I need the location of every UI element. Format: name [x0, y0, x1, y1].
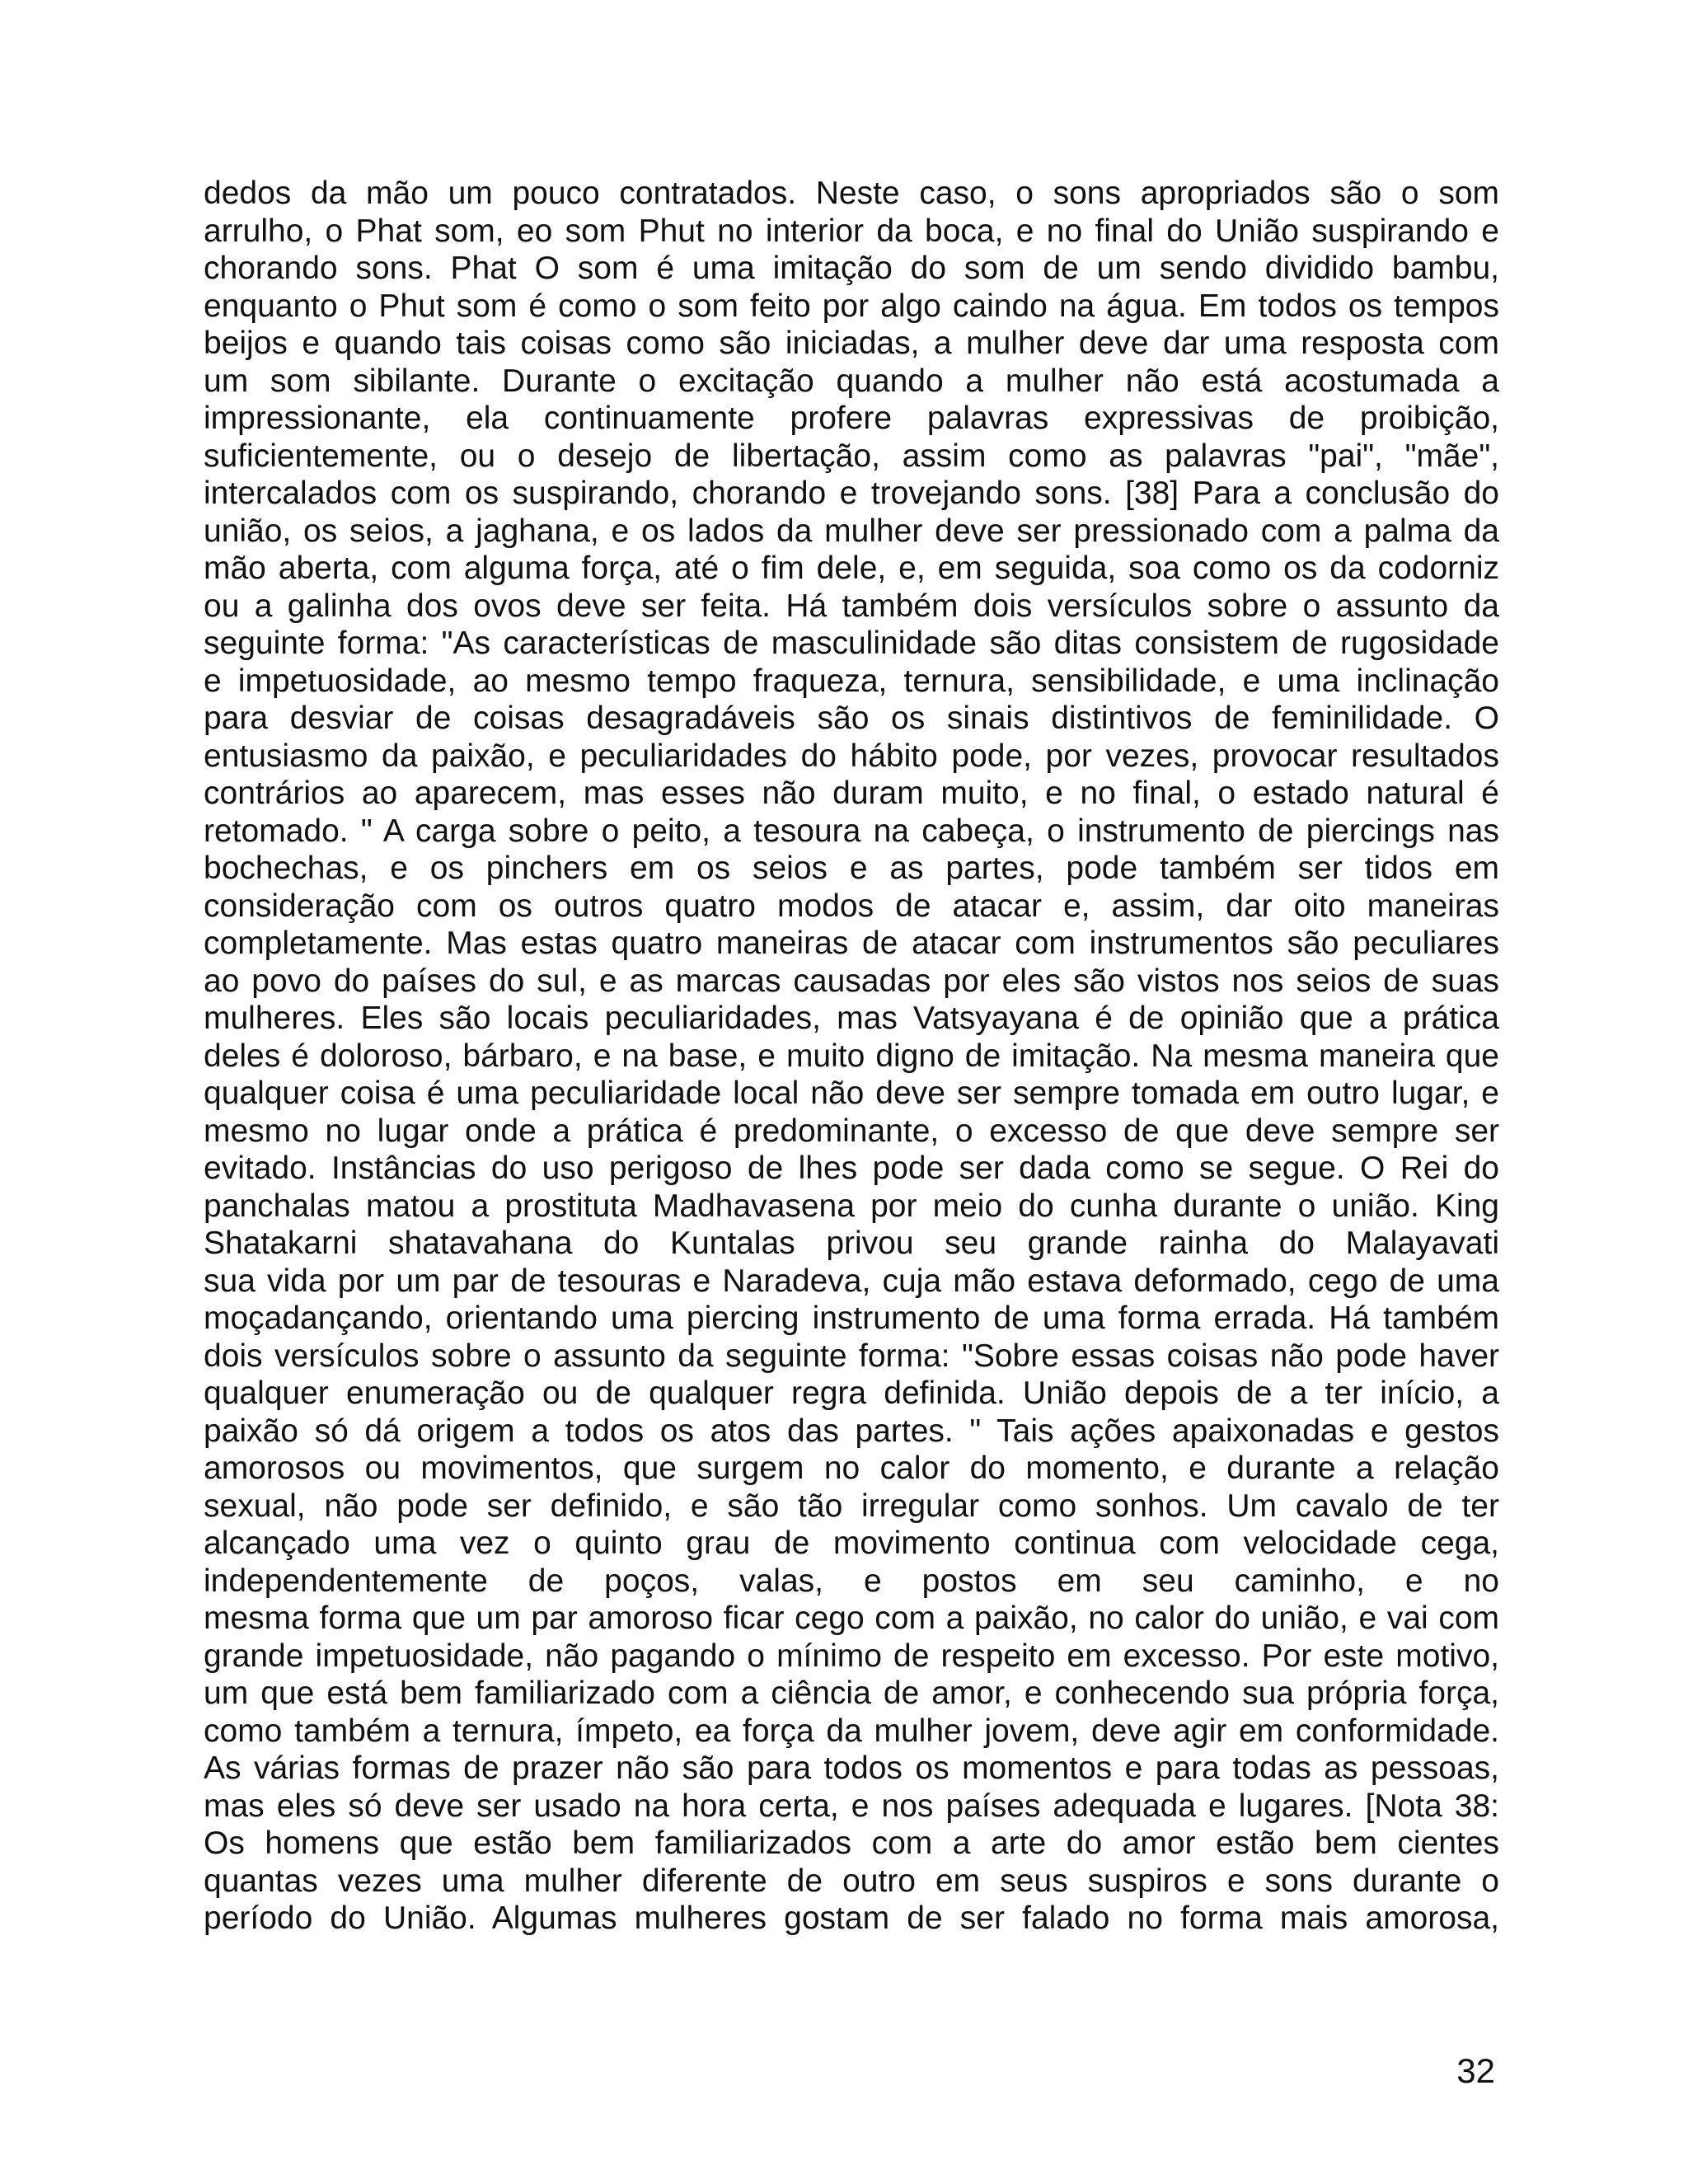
text-line: deles é doloroso, bárbaro, e na base, e muito digno de imitação. Na mesma maneira que [204, 1038, 1499, 1074]
text-line: sua vida por um par de tesouras e Naradeva, cuja mão estava deformado, cego de uma [204, 1263, 1499, 1299]
text-line: para desviar de coisas desagradáveis são os sinais distintivos de feminilidade. O [204, 701, 1499, 736]
text-line: mesma forma que um par amoroso ficar cego com a paixão, no calor do união, e vai com [204, 1601, 1499, 1636]
text-line: período do União. Algumas mulheres gostam de ser falado no forma mais amorosa, [204, 1900, 1499, 1936]
text-line: mesmo no lugar onde a prática é predominante, o excesso de que deve sempre ser [204, 1113, 1499, 1149]
text-line: e impetuosidade, ao mesmo tempo fraqueza, ternura, sensibilidade, e uma inclinação [204, 663, 1499, 699]
text-line: enquanto o Phut som é como o som feito por algo caindo na água. Em todos os tempos [204, 288, 1499, 324]
text-line: completamente. Mas estas quatro maneiras de atacar com instrumentos são peculiares [204, 926, 1499, 961]
text-line: retomado. " A carga sobre o peito, a tesoura na cabeça, o instrumento de piercings nas [204, 813, 1499, 849]
text-line: ao povo do países do sul, e as marcas causadas por eles são vistos nos seios de suas [204, 963, 1499, 999]
text-line: contrários ao aparecem, mas esses não duram muito, e no final, o estado natural é [204, 776, 1499, 811]
text-line: como também a ternura, ímpeto, ea força da mulher jovem, deve agir em conformidade. [204, 1713, 1499, 1749]
page-number: 32 [1456, 2051, 1495, 2090]
text-line: mas eles só deve ser usado na hora certa, e nos países adequada e lugares. [Nota 38: [204, 1788, 1499, 1824]
text-line: quantas vezes uma mulher diferente de outro em seus suspiros e sons durante o [204, 1863, 1499, 1899]
text-line: entusiasmo da paixão, e peculiaridades do hábito pode, por vezes, provocar resultados [204, 738, 1499, 774]
text-line: suficientemente, ou o desejo de libertação, assim como as palavras "pai", "mãe", [204, 438, 1499, 474]
text-line: amorosos ou movimentos, que surgem no calor do momento, e durante a relação [204, 1451, 1499, 1486]
text-line: dois versículos sobre o assunto da seguinte forma: "Sobre essas coisas não pode haver [204, 1338, 1499, 1374]
text-line: ou a galinha dos ovos deve ser feita. Há também dois versículos sobre o assunto da [204, 588, 1499, 624]
text-line: As várias formas de prazer não são para todos os momentos e para todas as pessoas, [204, 1750, 1499, 1786]
body-text [204, 175, 1499, 1938]
text-line: panchalas matou a prostituta Madhavasena por meio do cunha durante o união. King [204, 1188, 1499, 1224]
text-line: bochechas, e os pinchers em os seios e as partes, pode também ser tidos em [204, 851, 1499, 886]
text-line: beijos e quando tais coisas como são iniciadas, a mulher deve dar uma resposta com [204, 326, 1499, 361]
text-line: chorando sons. Phat O som é uma imitação do som de um sendo dividido bambu, [204, 251, 1499, 286]
text-line: Shatakarni shatavahana do Kuntalas privou seu grande rainha do Malayavati [204, 1226, 1499, 1261]
text-line: impressionante, ela continuamente profere palavras expressivas de proibição, [204, 401, 1499, 436]
text-line: sexual, não pode ser definido, e são tão irregular como sonhos. Um cavalo de ter [204, 1488, 1499, 1524]
text-line: paixão só dá origem a todos os atos das partes. " Tais ações apaixonadas e gestos [204, 1413, 1499, 1449]
text-line: intercalados com os suspirando, chorando e trovejando sons. [38] Para a conclusão do [204, 476, 1499, 511]
text-line: mulheres. Eles são locais peculiaridades, mas Vatsyayana é de opinião que a prática [204, 1001, 1499, 1036]
text-line: seguinte forma: "As características de masculinidade são ditas consistem de rugosidade [204, 626, 1499, 661]
text-line: mão aberta, com alguma força, até o fim dele, e, em seguida, soa como os da codorniz [204, 551, 1499, 586]
text-line: evitado. Instâncias do uso perigoso de lhes pode ser dada como se segue. O Rei do [204, 1151, 1499, 1186]
text-line: consideração com os outros quatro modos de atacar e, assim, dar oito maneiras [204, 888, 1499, 924]
text-line: união, os seios, a jaghana, e os lados da mulher deve ser pressionado com a palma da [204, 513, 1499, 549]
text-line: alcançado uma vez o quinto grau de movimento continua com velocidade cega, [204, 1526, 1499, 1561]
text-line: um que está bem familiarizado com a ciência de amor, e conhecendo sua própria força, [204, 1675, 1499, 1711]
text-line: Os homens que estão bem familiarizados com a arte do amor estão bem cientes [204, 1825, 1499, 1861]
text-line: um som sibilante. Durante o excitação quando a mulher não está acostumada a [204, 363, 1499, 399]
text-line: moçadançando, orientando uma piercing instrumento de uma forma errada. Há também [204, 1301, 1499, 1336]
text-line: grande impetuosidade, não pagando o mínimo de respeito em excesso. Por este motivo, [204, 1638, 1499, 1674]
text-line: dedos da mão um pouco contratados. Neste caso, o sons apropriados são o som [204, 176, 1499, 211]
text-line: arrulho, o Phat som, eo som Phut no interior da boca, e no final do União suspirando e [204, 213, 1499, 249]
text-line: independentemente de poços, valas, e postos em seu caminho, e no [204, 1563, 1499, 1599]
text-line: qualquer coisa é uma peculiaridade local não deve ser sempre tomada em outro lugar, e [204, 1076, 1499, 1111]
text-line: qualquer enumeração ou de qualquer regra definida. União depois de a ter início, a [204, 1376, 1499, 1411]
